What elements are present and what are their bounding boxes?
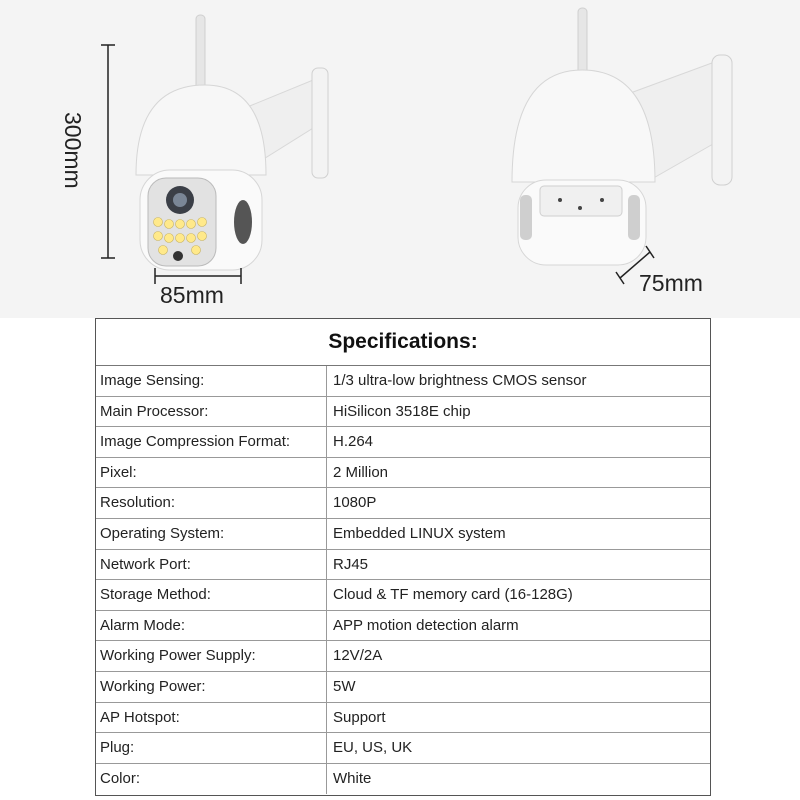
spec-value: 1080P <box>333 494 377 512</box>
spec-row <box>96 427 710 458</box>
spec-value: White <box>333 769 372 787</box>
spec-value: HiSilicon 3518E chip <box>333 402 471 420</box>
spec-label: Plug: <box>96 733 327 763</box>
spec-row <box>96 672 710 703</box>
spec-label: Working Power Supply: <box>96 641 327 671</box>
spec-value: 12V/2A <box>333 647 383 665</box>
spec-row <box>96 488 710 519</box>
spec-row <box>96 458 710 489</box>
spec-value: Embedded LINUX system <box>333 524 506 542</box>
spec-value: Support <box>333 708 386 726</box>
spec-row <box>96 519 710 550</box>
spec-row <box>96 764 710 795</box>
spec-value: 5W <box>333 677 356 695</box>
spec-row <box>96 580 710 611</box>
camera-rear-view <box>512 8 732 265</box>
spec-value: 2 Million <box>333 463 389 481</box>
spec-row <box>96 733 710 764</box>
spec-label: Working Power: <box>96 672 327 702</box>
camera-front-view <box>136 15 328 270</box>
spec-row <box>96 703 710 734</box>
spec-row <box>96 366 710 397</box>
specifications-table <box>95 318 711 796</box>
spec-row <box>96 550 710 581</box>
spec-value: 1/3 ultra-low brightness CMOS sensor <box>333 372 587 389</box>
spec-label: Storage Method: <box>96 580 327 610</box>
spec-label: Resolution: <box>96 488 327 518</box>
spec-value: H.264 <box>333 433 374 451</box>
specifications-rows <box>96 366 710 794</box>
product-photo-area <box>0 0 800 318</box>
spec-row <box>96 611 710 642</box>
spec-value: APP motion detection alarm <box>333 616 519 634</box>
specifications-title: Specifications: <box>96 319 710 366</box>
spec-label: Alarm Mode: <box>96 611 327 641</box>
spec-value: EU, US, UK <box>333 739 413 757</box>
width-dimension-label: 85mm <box>160 282 224 308</box>
depth-dimension-label: 75mm <box>639 270 703 296</box>
spec-row <box>96 397 710 428</box>
spec-label: Image Sensing: <box>96 366 327 396</box>
spec-value: Cloud & TF memory card (16-128G) <box>333 586 573 604</box>
spec-label: Pixel: <box>96 458 327 488</box>
spec-value: RJ45 <box>333 555 369 573</box>
spec-label: Operating System: <box>96 519 327 549</box>
spec-label: Network Port: <box>96 550 327 580</box>
spec-label: Image Compression Format: <box>96 427 327 457</box>
spec-row <box>96 641 710 672</box>
spec-label: Main Processor: <box>96 397 327 427</box>
spec-label: AP Hotspot: <box>96 703 327 733</box>
height-dimension-label: 300mm <box>60 112 86 189</box>
spec-label: Color: <box>96 764 327 795</box>
